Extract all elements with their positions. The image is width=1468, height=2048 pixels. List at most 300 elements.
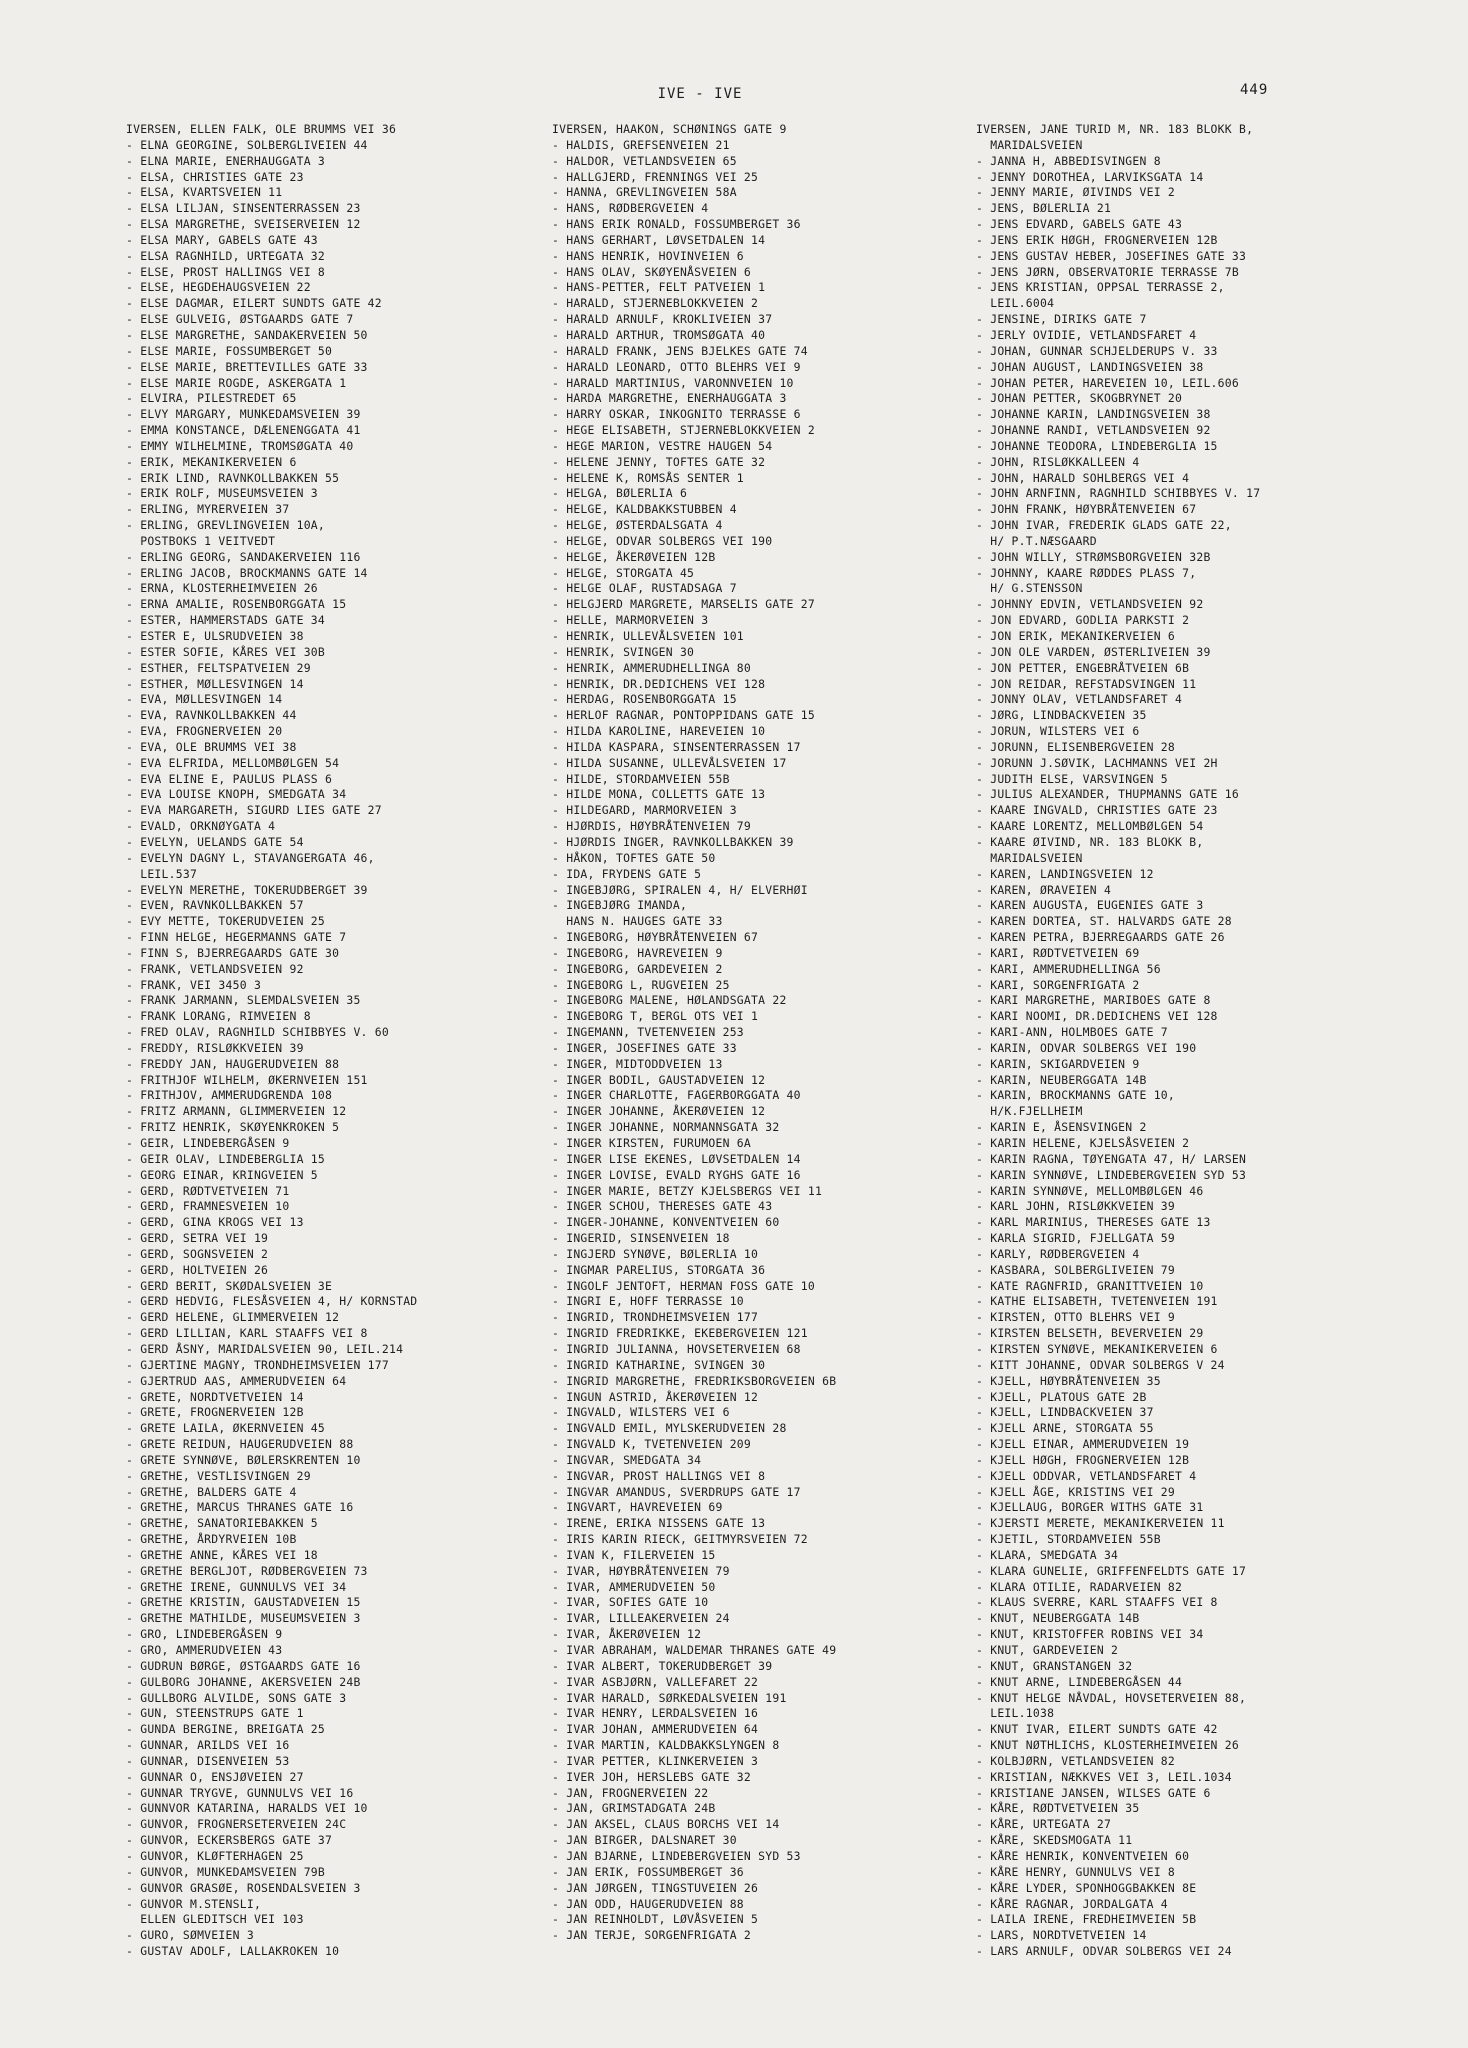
listing-entry: - GRETHE ANNE, KÅRES VEI 18 <box>126 1547 318 1562</box>
listing-entry: - HÅKON, TOFTES GATE 50 <box>552 850 716 865</box>
listing-entry: - KAARE ØIVIND, NR. 183 BLOKK B, <box>976 834 1204 849</box>
listing-entry: - JUDITH ELSE, VARSVINGEN 5 <box>976 771 1168 786</box>
listing-entry: - GRETHE BERGLJOT, RØDBERGVEIEN 73 <box>126 1563 368 1578</box>
listing-entry: - GRETHE, VESTLISVINGEN 29 <box>126 1468 311 1483</box>
listing-entry: - KARIN, ODVAR SOLBERGS VEI 190 <box>976 1040 1197 1055</box>
listing-entry: - HENRIK, SVINGEN 30 <box>552 644 695 659</box>
listing-entry: - JAN REINHOLDT, LØVÅSVEIEN 5 <box>552 1912 759 1927</box>
listing-entry: - HERLOF RAGNAR, PONTOPPIDANS GATE 15 <box>552 708 815 723</box>
listing-entry: - FRANK, VEI 3450 3 <box>126 977 262 992</box>
listing-entry: - INGRID, TRONDHEIMSVEIEN 177 <box>552 1310 759 1325</box>
listing-entry: - IVAR HENRY, LERDALSVEIEN 16 <box>552 1706 759 1721</box>
listing-entry: - KARLA SIGRID, FJELLGATA 59 <box>976 1231 1176 1246</box>
listing-entry: - KAREN DORTEA, ST. HALVARDS GATE 28 <box>976 914 1232 929</box>
listing-entry: - GERD, RØDTVETVEIEN 71 <box>126 1183 290 1198</box>
listing-entry: - IVAR PETTER, KLINKERVEIEN 3 <box>552 1753 759 1768</box>
listing-entry: - FRITHJOV, AMMERUDGRENDA 108 <box>126 1088 333 1103</box>
listing-entry: - ELNA MARIE, ENERHAUGGATA 3 <box>126 153 326 168</box>
listing-entry: - JANNA H, ABBEDISVINGEN 8 <box>976 153 1161 168</box>
listing-entry: - KAARE INGVALD, CHRISTIES GATE 23 <box>976 803 1218 818</box>
listing-entry: - ESTER E, ULSRUDVEIEN 38 <box>126 629 304 643</box>
listing-entry: - HILDE MONA, COLLETTS GATE 13 <box>552 787 766 802</box>
listing-entry: - JOHANNE RANDI, VETLANDSVEIEN 92 <box>976 423 1211 438</box>
listing-entry: - EVELYN, UELANDS GATE 54 <box>126 834 304 849</box>
listing-entry: - JERLY OVIDIE, VETLANDSFARET 4 <box>976 327 1197 342</box>
listing-entry: - JORUNN, ELISENBERGVEIEN 28 <box>976 739 1176 754</box>
listing-entry: - GUNNVOR KATARINA, HARALDS VEI 10 <box>126 1801 368 1816</box>
listing-entry: - IVAR HARALD, SØRKEDALSVEIEN 191 <box>552 1690 787 1705</box>
listing-entry: - FREDDY JAN, HAUGERUDVEIEN 88 <box>126 1056 340 1071</box>
listing-entry: - KARLY, RØDBERGVEIEN 4 <box>976 1246 1140 1261</box>
listing-entry: - HJØRDIS INGER, RAVNKOLLBAKKEN 39 <box>552 834 794 849</box>
listing-entry: - EVEN, RAVNKOLLBAKKEN 57 <box>126 898 304 913</box>
listing-entry: - GUNNAR O, ENSJØVEIEN 27 <box>126 1769 304 1784</box>
listing-entry: - JENS KRISTIAN, OPPSAL TERRASSE 2, <box>976 280 1225 295</box>
listing-entry: - GUNNAR, ARILDS VEI 16 <box>126 1738 290 1753</box>
listing-entry: - INGER-JOHANNE, KONVENTVEIEN 60 <box>552 1215 780 1230</box>
listing-entry: - GERD, FRAMNESVEIEN 10 <box>126 1199 290 1214</box>
listing-entry: - IVAN K, FILERVEIEN 15 <box>552 1547 716 1562</box>
listing-entry: - HELGJERD MARGRETE, MARSELIS GATE 27 <box>552 597 815 612</box>
listing-entry: - JENS ERIK HØGH, FROGNERVEIEN 12B <box>976 232 1218 247</box>
listing-entry: - HELGE OLAF, RUSTADSAGA 7 <box>552 581 737 596</box>
listing-entry: - KATHE ELISABETH, TVETENVEIEN 191 <box>976 1294 1218 1309</box>
listing-entry: - KJELL, HØYBRÅTENVEIEN 35 <box>976 1373 1161 1388</box>
listing-entry: - EVA ELINE E, PAULUS PLASS 6 <box>126 771 333 786</box>
listing-entry: - ERNA, KLOSTERHEIMVEIEN 26 <box>126 581 318 596</box>
listing-entry: - JON OLE VARDEN, ØSTERLIVEIEN 39 <box>976 644 1211 659</box>
listing-entry: - LARS ARNULF, ODVAR SOLBERGS VEI 24 <box>976 1944 1232 1959</box>
directory-column-2 <box>552 122 962 1944</box>
listing-entry: - INGER, MIDTODDVEIEN 13 <box>552 1056 723 1071</box>
listing-entry: - HJØRDIS, HØYBRÅTENVEIEN 79 <box>552 819 752 834</box>
listing-entry: - GEIR OLAV, LINDEBERGLIA 15 <box>126 1151 326 1166</box>
listing-entry: - KNUT NØTHLICHS, KLOSTERHEIMVEIEN 26 <box>976 1738 1239 1753</box>
listing-entry: - KASBARA, SOLBERGLIVEIEN 79 <box>976 1262 1176 1277</box>
listing-entry: - EVELYN MERETHE, TOKERUDBERGET 39 <box>126 882 368 897</box>
listing-entry: - KRISTIAN, NÆKKVES VEI 3, LEIL.1034 <box>976 1769 1232 1784</box>
listing-entry: - IVAR ASBJØRN, VALLEFARET 22 <box>552 1674 759 1689</box>
listing-entry: - KAREN AUGUSTA, EUGENIES GATE 3 <box>976 898 1204 913</box>
listing-entry: - GRETE SYNNØVE, BØLERSKRENTEN 10 <box>126 1452 361 1467</box>
listing-entry: - ELVIRA, PILESTREDET 65 <box>126 391 297 406</box>
listing-entry: - KJERSTI MERETE, MEKANIKERVEIEN 11 <box>976 1516 1225 1531</box>
listing-entry: LEIL.1038 <box>976 1706 1055 1721</box>
listing-entry: - GERD HELENE, GLIMMERVEIEN 12 <box>126 1310 340 1325</box>
listing-entry: - GULBORG JOHANNE, AKERSVEIEN 24B <box>126 1674 361 1689</box>
listing-entry: - INGEBORG, HØYBRÅTENVEIEN 67 <box>552 930 759 945</box>
listing-entry: - HANS-PETTER, FELT PATVEIEN 1 <box>552 280 766 295</box>
listing-entry: - KARI, SORGENFRIGATA 2 <box>976 977 1140 992</box>
listing-entry: - ERLING, GREVLINGVEIEN 10A, <box>126 518 326 533</box>
listing-entry: - KATE RAGNFRID, GRANITTVEIEN 10 <box>976 1278 1204 1293</box>
listing-entry: - KJELL ARNE, STORGATA 55 <box>976 1421 1154 1436</box>
listing-entry: - ELVY MARGARY, MUNKEDAMSVEIEN 39 <box>126 407 361 422</box>
listing-entry: - GRETHE, MARCUS THRANES GATE 16 <box>126 1500 354 1515</box>
listing-entry: - IDA, FRYDENS GATE 5 <box>552 866 702 881</box>
listing-entry: - EVA LOUISE KNOPH, SMEDGATA 34 <box>126 787 347 802</box>
listing-entry: - GUNNAR TRYGVE, GUNNULVS VEI 16 <box>126 1785 354 1800</box>
listing-entry: - KARIN, SKIGARDVEIEN 9 <box>976 1056 1140 1071</box>
listing-entry: - INGEBORG T, BERGL OTS VEI 1 <box>552 1009 759 1024</box>
listing-entry: LEIL.6004 <box>976 296 1055 311</box>
listing-entry: - ELSA RAGNHILD, URTEGATA 32 <box>126 248 326 263</box>
listing-entry: - IVAR, SOFIES GATE 10 <box>552 1595 709 1610</box>
listing-entry: - JAN BIRGER, DALSNARET 30 <box>552 1833 737 1848</box>
listing-entry: - KÅRE RAGNAR, JORDALGATA 4 <box>976 1896 1168 1911</box>
listing-entry: MARIDALSVEIEN <box>976 137 1083 152</box>
listing-entry: - ELSE MARIE, BRETTEVILLES GATE 33 <box>126 359 368 374</box>
listing-entry: - JON PETTER, ENGEBRÅTVEIEN 6B <box>976 660 1190 675</box>
listing-entry: - HENRIK, DR.DEDICHENS VEI 128 <box>552 676 766 691</box>
listing-entry: - EVY METTE, TOKERUDVEIEN 25 <box>126 914 326 929</box>
listing-entry: - JOHAN AUGUST, LANDINGSVEIEN 38 <box>976 359 1204 374</box>
listing-entry: - ESTHER, MØLLESVINGEN 14 <box>126 676 304 691</box>
listing-entry: - HANNA, GREVLINGVEIEN 58A <box>552 185 737 200</box>
listing-entry: - INGRID JULIANNA, HOVSETERVEIEN 68 <box>552 1341 801 1356</box>
listing-entry: - EVA, RAVNKOLLBAKKEN 44 <box>126 708 297 723</box>
listing-entry: - GERD, GINA KROGS VEI 13 <box>126 1215 304 1230</box>
listing-entry: - JOHN IVAR, FREDERIK GLADS GATE 22, <box>976 518 1232 533</box>
listing-entry: - GRETE LAILA, ØKERNVEIEN 45 <box>126 1421 326 1436</box>
listing-entry: - INGVAR, PROST HALLINGS VEI 8 <box>552 1468 766 1483</box>
listing-entry: - KJELL, PLATOUS GATE 2B <box>976 1389 1147 1404</box>
listing-entry: - INGRID MARGRETHE, FREDRIKSBORGVEIEN 6B <box>552 1373 837 1388</box>
listing-entry: ELLEN GLEDITSCH VEI 103 <box>126 1912 304 1927</box>
listing-entry: - HANS HENRIK, HOVINVEIEN 6 <box>552 248 744 263</box>
listing-entry: - GJERTINE MAGNY, TRONDHEIMSVEIEN 177 <box>126 1357 389 1372</box>
listing-entry: - ELSA, KVARTSVEIEN 11 <box>126 185 283 200</box>
listing-entry: - KNUT, GARDEVEIEN 2 <box>976 1643 1119 1657</box>
listing-entry: - KNUT IVAR, EILERT SUNDTS GATE 42 <box>976 1722 1218 1737</box>
listing-entry: - JOHN FRANK, HØYBRÅTENVEIEN 67 <box>976 502 1197 517</box>
listing-entry: - GUNVOR, ECKERSBERGS GATE 37 <box>126 1833 333 1848</box>
listing-entry: - ELSE MARGRETHE, SANDAKERVEIEN 50 <box>126 327 368 342</box>
listing-entry: - JAN ODD, HAUGERUDVEIEN 88 <box>552 1896 744 1911</box>
listing-entry: - JENNY DOROTHEA, LARVIKSGATA 14 <box>976 169 1204 184</box>
listing-entry: - FRANK JARMANN, SLEMDALSVEIEN 35 <box>126 993 361 1008</box>
listing-entry: - KARIN, NEUBERGGATA 14B <box>976 1072 1147 1087</box>
listing-entry: - HARALD FRANK, JENS BJELKES GATE 74 <box>552 343 808 358</box>
listing-entry: - KARI NOOMI, DR.DEDICHENS VEI 128 <box>976 1009 1218 1024</box>
listing-entry: - KARIN SYNNØVE, LINDEBERGVEIEN SYD 53 <box>976 1167 1247 1182</box>
listing-entry: - HELLE, MARMORVEIEN 3 <box>552 613 709 628</box>
listing-entry: - JENSINE, DIRIKS GATE 7 <box>976 312 1147 327</box>
listing-entry: - IVAR MARTIN, KALDBAKKSLYNGEN 8 <box>552 1738 780 1753</box>
listing-entry: - HALDIS, GREFSENVEIEN 21 <box>552 137 730 152</box>
listing-entry: - FRITZ HENRIK, SKØYENKROKEN 5 <box>126 1120 340 1135</box>
listing-entry: - INGVART, HAVREVEIEN 69 <box>552 1500 723 1515</box>
listing-entry: - EVA, MØLLESVINGEN 14 <box>126 692 283 707</box>
listing-entry: - GRETHE MATHILDE, MUSEUMSVEIEN 3 <box>126 1611 361 1626</box>
listing-entry: - KRISTIANE JANSEN, WILSES GATE 6 <box>976 1785 1211 1800</box>
listing-entry: - INGJERD SYNØVE, BØLERLIA 10 <box>552 1246 759 1261</box>
listing-entry: - JOHN, RISLØKKALLEEN 4 <box>976 454 1140 469</box>
listing-entry: - HARDA MARGRETHE, ENERHAUGGATA 3 <box>552 391 787 406</box>
listing-entry: - JOHNNY EDVIN, VETLANDSVEIEN 92 <box>976 597 1204 612</box>
listing-entry: IVERSEN, HAAKON, SCHØNINGS GATE 9 <box>552 122 787 136</box>
listing-entry: - KLARA GUNELIE, GRIFFENFELDTS GATE 17 <box>976 1563 1247 1578</box>
listing-entry: - KARL JOHN, RISLØKKVEIEN 39 <box>976 1199 1176 1214</box>
listing-entry: - KNUT, GRANSTANGEN 32 <box>976 1658 1133 1673</box>
listing-entry: - KNUT, NEUBERGGATA 14B <box>976 1611 1140 1626</box>
listing-entry: - GERD ÅSNY, MARIDALSVEIEN 90, LEIL.214 <box>126 1341 404 1356</box>
listing-entry: H/ G.STENSSON <box>976 581 1083 596</box>
page-header: IVE - IVE <box>657 86 743 102</box>
listing-entry: - EVA ELFRIDA, MELLOMBØLGEN 54 <box>126 755 340 770</box>
directory-column-3 <box>976 122 1396 1960</box>
listing-entry: - INGRI E, HOFF TERRASSE 10 <box>552 1294 744 1309</box>
listing-entry: - JAN AKSEL, CLAUS BORCHS VEI 14 <box>552 1817 780 1832</box>
listing-entry: - GERD BERIT, SKØDALSVEIEN 3E <box>126 1278 333 1293</box>
listing-entry: - EVA, OLE BRUMMS VEI 38 <box>126 739 297 754</box>
listing-entry: - KJELL EINAR, AMMERUDVEIEN 19 <box>976 1437 1190 1452</box>
listing-entry: - GEORG EINAR, KRINGVEIEN 5 <box>126 1167 318 1182</box>
listing-entry: - INGER SCHOU, THERESES GATE 43 <box>552 1199 773 1214</box>
listing-entry: - HARRY OSKAR, INKOGNITO TERRASSE 6 <box>552 407 801 422</box>
listing-entry: - ELSA LILJAN, SINSENTERRASSEN 23 <box>126 201 361 216</box>
listing-entry: - KAREN PETRA, BJERREGAARDS GATE 26 <box>976 930 1225 945</box>
listing-entry: - KARL MARINIUS, THERESES GATE 13 <box>976 1215 1211 1230</box>
listing-entry: - KARIN RAGNA, TØYENGATA 47, H/ LARSEN <box>976 1151 1247 1166</box>
listing-entry: - HERDAG, ROSENBORGGATA 15 <box>552 692 737 707</box>
listing-entry: - GRETHE, BALDERS GATE 4 <box>126 1484 297 1499</box>
listing-entry: - LAILA IRENE, FREDHEIMVEIEN 5B <box>976 1912 1197 1927</box>
listing-entry: - KARIN HELENE, KJELSÅSVEIEN 2 <box>976 1136 1190 1150</box>
listing-entry: - ERLING GEORG, SANDAKERVEIEN 116 <box>126 549 361 564</box>
listing-entry: - INGOLF JENTOFT, HERMAN FOSS GATE 10 <box>552 1278 815 1293</box>
listing-entry: - INGVAR, SMEDGATA 34 <box>552 1452 702 1467</box>
listing-entry: - FINN HELGE, HEGERMANNS GATE 7 <box>126 930 347 945</box>
listing-entry: - KJELL, LINDBACKVEIEN 37 <box>976 1405 1154 1420</box>
listing-entry: - KNUT, KRISTOFFER ROBINS VEI 34 <box>976 1627 1204 1642</box>
listing-entry: - HELGE, STORGATA 45 <box>552 565 695 580</box>
listing-entry: - GRO, AMMERUDVEIEN 43 <box>126 1643 283 1657</box>
listing-entry: - IVAR ALBERT, TOKERUDBERGET 39 <box>552 1658 773 1673</box>
listing-entry: - EMMA KONSTANCE, DÆLENENGGATA 41 <box>126 423 361 438</box>
listing-entry: LEIL.537 <box>126 866 198 881</box>
listing-entry: - INGEBORG MALENE, HØLANDSGATA 22 <box>552 993 787 1008</box>
listing-entry: - HILDA SUSANNE, ULLEVÅLSVEIEN 17 <box>552 755 787 770</box>
listing-entry: H/ P.T.NÆSGAARD <box>976 533 1097 548</box>
listing-entry: - KAARE LORENTZ, MELLOMBØLGEN 54 <box>976 819 1204 834</box>
listing-entry: - GUNVOR GRASØE, ROSENDALSVEIEN 3 <box>126 1880 361 1895</box>
listing-entry: - INGRID KATHARINE, SVINGEN 30 <box>552 1357 766 1372</box>
listing-entry: - KARI-ANN, HOLMBOES GATE 7 <box>976 1025 1168 1040</box>
listing-entry: - GRETHE, SANATORIEBAKKEN 5 <box>126 1516 318 1531</box>
listing-entry: - KARI MARGRETHE, MARIBOES GATE 8 <box>976 993 1211 1008</box>
listing-entry: - KAREN, LANDINGSVEIEN 12 <box>976 866 1154 881</box>
listing-entry: - KIRSTEN BELSETH, BEVERVEIEN 29 <box>976 1326 1204 1341</box>
listing-entry: - GRETE, NORDTVETVEIEN 14 <box>126 1389 304 1404</box>
listing-entry: - HELENE JENNY, TOFTES GATE 32 <box>552 454 766 469</box>
listing-entry: - KIRSTEN SYNØVE, MEKANIKERVEIEN 6 <box>976 1341 1218 1356</box>
listing-entry: - GRETHE, ÅRDYRVEIEN 10B <box>126 1532 297 1547</box>
listing-entry: - INGRID FREDRIKKE, EKEBERGVEIEN 121 <box>552 1326 808 1341</box>
listing-entry: - INGEBJØRG IMANDA, <box>552 898 688 913</box>
listing-entry: - IVAR, AMMERUDVEIEN 50 <box>552 1579 716 1594</box>
listing-entry: - JOHAN, GUNNAR SCHJELDERUPS V. 33 <box>976 343 1218 358</box>
listing-entry: - KIRSTEN, OTTO BLEHRS VEI 9 <box>976 1310 1176 1325</box>
listing-entry: - JAN, GRIMSTADGATA 24B <box>552 1801 716 1816</box>
listing-entry: - KJELLAUG, BORGER WITHS GATE 31 <box>976 1500 1204 1515</box>
listing-entry: - ERIK ROLF, MUSEUMSVEIEN 3 <box>126 486 318 501</box>
listing-entry: - JENNY MARIE, ØIVINDS VEI 2 <box>976 185 1176 200</box>
listing-entry: - INGER, JOSEFINES GATE 33 <box>552 1040 737 1055</box>
listing-entry: - KÅRE, URTEGATA 27 <box>976 1817 1112 1832</box>
listing-entry: - HILDA KASPARA, SINSENTERRASSEN 17 <box>552 739 801 754</box>
listing-entry: - GUNVOR M.STENSLI, <box>126 1896 262 1911</box>
listing-entry: - INGVALD K, TVETENVEIEN 209 <box>552 1437 752 1452</box>
listing-entry: - INGER BODIL, GAUSTADVEIEN 12 <box>552 1072 766 1087</box>
listing-entry: - GERD, SOGNSVEIEN 2 <box>126 1246 269 1261</box>
listing-entry: - INGER LISE EKENES, LØVSETDALEN 14 <box>552 1151 801 1166</box>
listing-entry: - HARALD, STJERNEBLOKKVEIEN 2 <box>552 296 759 311</box>
listing-entry: - FINN S, BJERREGAARDS GATE 30 <box>126 945 340 960</box>
listing-entry: - KLARA, SMEDGATA 34 <box>976 1547 1119 1562</box>
listing-entry: - JORUN, WILSTERS VEI 6 <box>976 724 1140 739</box>
listing-entry: - ELSA MARGRETHE, SVEISERVEIEN 12 <box>126 217 361 232</box>
listing-entry: - IVER JOH, HERSLEBS GATE 32 <box>552 1769 752 1784</box>
listing-entry: - GUNVOR, FROGNERSETERVEIEN 24C <box>126 1817 347 1832</box>
listing-entry: - KÅRE, SKEDSMOGATA 11 <box>976 1833 1133 1848</box>
listing-entry: - HELGE, ÅKERØVEIEN 12B <box>552 549 716 564</box>
listing-entry: - HARALD ARNULF, KROKLIVEIEN 37 <box>552 312 773 327</box>
listing-entry: - JORUNN J.SØVIK, LACHMANNS VEI 2H <box>976 755 1218 770</box>
listing-entry: - KNUT ARNE, LINDEBERGÅSEN 44 <box>976 1674 1183 1689</box>
listing-entry: - JAN TERJE, SORGENFRIGATA 2 <box>552 1928 752 1943</box>
listing-entry: - GJERTRUD AAS, AMMERUDVEIEN 64 <box>126 1373 347 1388</box>
listing-entry: - INGER JOHANNE, NORMANNSGATA 32 <box>552 1120 780 1135</box>
listing-entry: - KARIN SYNNØVE, MELLOMBØLGEN 46 <box>976 1183 1204 1198</box>
listing-entry: - GRO, LINDEBERGÅSEN 9 <box>126 1627 283 1642</box>
listing-entry: - KARI, AMMERUDHELLINGA 56 <box>976 961 1161 976</box>
listing-entry: - JOHAN PETTER, SKOGBRYNET 20 <box>976 391 1183 406</box>
listing-entry: - KÅRE, RØDTVETVEIEN 35 <box>976 1801 1140 1816</box>
listing-entry: - FRANK, VETLANDSVEIEN 92 <box>126 961 304 976</box>
listing-entry: - JOHANNE KARIN, LANDINGSVEIEN 38 <box>976 407 1211 422</box>
listing-entry: - JONNY OLAV, VETLANDSFARET 4 <box>976 692 1183 707</box>
listing-entry: - INGMAR PARELIUS, STORGATA 36 <box>552 1262 766 1277</box>
listing-entry: - INGER MARIE, BETZY KJELSBERGS VEI 11 <box>552 1183 823 1198</box>
listing-entry: - HILDE, STORDAMVEIEN 55B <box>552 771 730 786</box>
listing-entry: - ELSE DAGMAR, EILERT SUNDTS GATE 42 <box>126 296 382 311</box>
listing-entry: - EMMY WILHELMINE, TROMSØGATA 40 <box>126 438 354 453</box>
listing-entry: - ERLING, MYRERVEIEN 37 <box>126 502 290 517</box>
listing-entry: - HENRIK, AMMERUDHELLINGA 80 <box>552 660 752 675</box>
listing-entry: - FRED OLAV, RAGNHILD SCHIBBYES V. 60 <box>126 1025 389 1040</box>
listing-entry: - HANS, RØDBERGVEIEN 4 <box>552 201 709 216</box>
listing-entry: - JULIUS ALEXANDER, THUPMANNS GATE 16 <box>976 787 1239 802</box>
listing-entry: - GUN, STEENSTRUPS GATE 1 <box>126 1706 304 1721</box>
listing-entry: - ELSA, CHRISTIES GATE 23 <box>126 169 304 184</box>
listing-entry: - JOHN WILLY, STRØMSBORGVEIEN 32B <box>976 549 1211 564</box>
listing-entry: MARIDALSVEIEN <box>976 850 1083 865</box>
listing-entry: - HILDEGARD, MARMORVEIEN 3 <box>552 803 737 818</box>
listing-entry: - IVAR, ÅKERØVEIEN 12 <box>552 1627 702 1642</box>
listing-entry: - JØRG, LINDBACKVEIEN 35 <box>976 708 1147 723</box>
listing-entry: - ELSE GULVEIG, ØSTGAARDS GATE 7 <box>126 312 354 327</box>
listing-entry: - JAN, FROGNERVEIEN 22 <box>552 1785 709 1800</box>
listing-entry: - INGVAR AMANDUS, SVERDRUPS GATE 17 <box>552 1484 801 1499</box>
listing-entry: - GURO, SØMVEIEN 3 <box>126 1928 254 1943</box>
listing-entry: - INGEBORG L, RUGVEIEN 25 <box>552 977 730 992</box>
listing-entry: - HENRIK, ULLEVÅLSVEIEN 101 <box>552 629 744 643</box>
listing-entry: - KARI, RØDTVETVEIEN 69 <box>976 945 1140 960</box>
listing-entry: - HELGE, ØSTERDALSGATA 4 <box>552 518 723 533</box>
listing-entry: - FRITZ ARMANN, GLIMMERVEIEN 12 <box>126 1104 347 1119</box>
listing-entry: - ELNA GEORGINE, SOLBERGLIVEIEN 44 <box>126 137 368 152</box>
listing-entry: - INGVALD EMIL, MYLSKERUDVEIEN 28 <box>552 1421 787 1436</box>
listing-entry: - INGVALD, WILSTERS VEI 6 <box>552 1405 730 1420</box>
listing-entry: - JON REIDAR, REFSTADSVINGEN 11 <box>976 676 1197 691</box>
listing-entry: - HELGE, ODVAR SOLBERGS VEI 190 <box>552 533 773 548</box>
listing-entry: - JENS EDVARD, GABELS GATE 43 <box>976 217 1183 232</box>
listing-entry: - GRETE, FROGNERVEIEN 12B <box>126 1405 304 1420</box>
listing-entry: - GUNVOR, KLØFTERHAGEN 25 <box>126 1848 304 1863</box>
listing-entry: - JOHAN PETER, HAREVEIEN 10, LEIL.606 <box>976 375 1239 390</box>
listing-entry: - KLAUS SVERRE, KARL STAAFFS VEI 8 <box>976 1595 1218 1610</box>
listing-entry: - IVAR, LILLEAKERVEIEN 24 <box>552 1611 730 1626</box>
listing-entry: - JOHANNE TEODORA, LINDEBERGLIA 15 <box>976 438 1218 453</box>
listing-entry: - ESTER SOFIE, KÅRES VEI 30B <box>126 644 326 659</box>
listing-entry: - INGEBJØRG, SPIRALEN 4, H/ ELVERHØI <box>552 882 808 897</box>
listing-entry: H/K.FJELLHEIM <box>976 1104 1083 1119</box>
listing-entry: - HARALD MARTINIUS, VARONNVEIEN 10 <box>552 375 794 390</box>
listing-entry: - HEGE ELISABETH, STJERNEBLOKKVEIEN 2 <box>552 423 815 438</box>
listing-entry: - FREDDY, RISLØKKVEIEN 39 <box>126 1040 304 1055</box>
listing-entry: - HELGE, KALDBAKKSTUBBEN 4 <box>552 502 737 517</box>
listing-entry: - HELENE K, ROMSÅS SENTER 1 <box>552 470 744 485</box>
listing-entry: - GEIR, LINDEBERGÅSEN 9 <box>126 1136 290 1150</box>
listing-entry: - KÅRE LYDER, SPONHOGGBAKKEN 8E <box>976 1880 1197 1895</box>
listing-entry: - GUNVOR, MUNKEDAMSVEIEN 79B <box>126 1864 326 1879</box>
listing-entry: - EVALD, ORKNØYGATA 4 <box>126 819 276 834</box>
listing-entry: - HALDOR, VETLANDSVEIEN 65 <box>552 153 737 168</box>
listing-entry: - KJETIL, STORDAMVEIEN 55B <box>976 1532 1161 1547</box>
listing-entry: - GUSTAV ADOLF, LALLAKROKEN 10 <box>126 1944 340 1959</box>
listing-entry: - FRITHJOF WILHELM, ØKERNVEIEN 151 <box>126 1072 368 1087</box>
listing-entry: - IRIS KARIN RIECK, GEITMYRSVEIEN 72 <box>552 1532 808 1547</box>
listing-entry: - JAN BJARNE, LINDEBERGVEIEN SYD 53 <box>552 1848 801 1863</box>
listing-entry: - HALLGJERD, FRENNINGS VEI 25 <box>552 169 759 184</box>
listing-entry: - KÅRE HENRY, GUNNULVS VEI 8 <box>976 1864 1176 1879</box>
listing-entry: - JON ERIK, MEKANIKERVEIEN 6 <box>976 629 1176 643</box>
listing-entry: - JAN ERIK, FOSSUMBERGET 36 <box>552 1864 744 1879</box>
listing-entry: - ERLING JACOB, BROCKMANNS GATE 14 <box>126 565 368 580</box>
listing-entry: - IVAR JOHAN, AMMERUDVEIEN 64 <box>552 1722 759 1737</box>
listing-entry: - LARS, NORDTVETVEIEN 14 <box>976 1928 1147 1943</box>
listing-entry: - HARALD LEONARD, OTTO BLEHRS VEI 9 <box>552 359 801 374</box>
listing-entry: - IVAR ABRAHAM, WALDEMAR THRANES GATE 49 <box>552 1643 837 1657</box>
listing-entry: - GRETHE IRENE, GUNNULVS VEI 34 <box>126 1579 347 1594</box>
listing-entry: - GULLBORG ALVILDE, SONS GATE 3 <box>126 1690 347 1705</box>
listing-entry: - HEGE MARION, VESTRE HAUGEN 54 <box>552 438 773 453</box>
listing-entry: HANS N. HAUGES GATE 33 <box>552 914 723 929</box>
listing-entry: - KNUT HELGE NÅVDAL, HOVSETERVEIEN 88, <box>976 1690 1247 1705</box>
listing-entry: - ELSA MARY, GABELS GATE 43 <box>126 232 318 247</box>
listing-entry: IVERSEN, JANE TURID M, NR. 183 BLOKK B, <box>976 122 1254 136</box>
listing-entry: - GERD HEDVIG, FLESÅSVEIEN 4, H/ KORNSTAD <box>126 1294 418 1309</box>
listing-entry: - INGEMANN, TVETENVEIEN 253 <box>552 1025 744 1040</box>
listing-entry: - JON EDVARD, GODLIA PARKSTI 2 <box>976 613 1190 628</box>
listing-entry: - ERIK LIND, RAVNKOLLBAKKEN 55 <box>126 470 340 485</box>
listing-entry: - INGUN ASTRID, ÅKERØVEIEN 12 <box>552 1389 759 1404</box>
listing-entry: - GERD, HOLTVEIEN 26 <box>126 1262 269 1277</box>
listing-entry: - INGER KIRSTEN, FURUMOEN 6A <box>552 1136 752 1150</box>
listing-entry: - IRENE, ERIKA NISSENS GATE 13 <box>552 1516 766 1531</box>
listing-entry: - HELGA, BØLERLIA 6 <box>552 486 688 501</box>
